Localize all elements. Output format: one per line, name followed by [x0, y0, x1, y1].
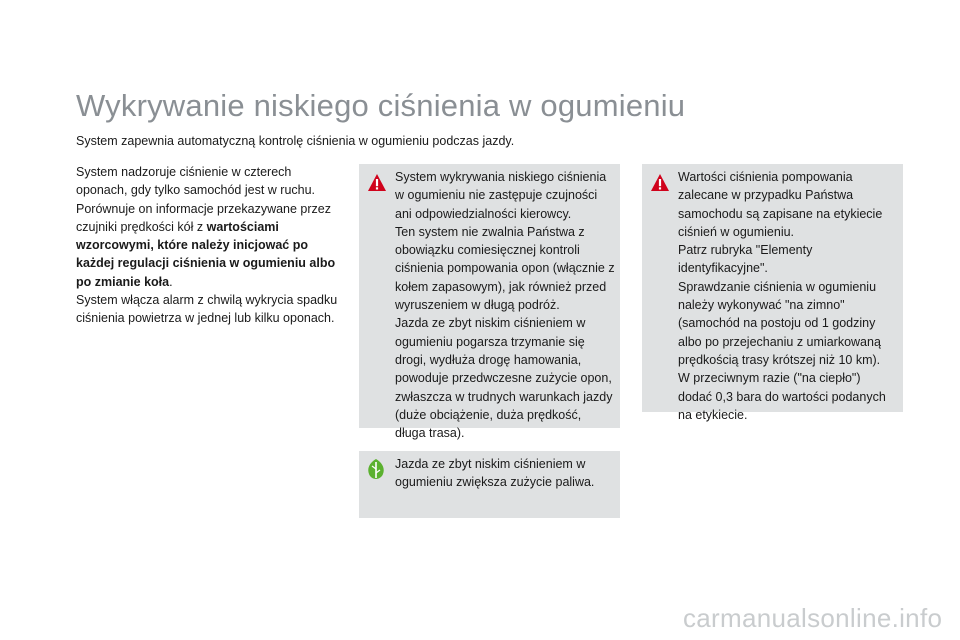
eco-leaf-icon: [366, 458, 386, 480]
warning-box-2-paragraph-2: Patrz rubryka "Elementy identyfikacyjne".: [678, 243, 813, 276]
warning-box-pressure-values: [642, 164, 903, 422]
intro-text: System zapewnia automatyczną kontrolę ciśnienia w ogumieniu podczas jazdy.: [76, 134, 515, 148]
eco-tip-box: [359, 451, 620, 518]
warning-box-1-paragraph-2: Ten system nie zwalnia Państwa z obowiązku comiesięcznej kontroli ciśnienia pompowania opon (włącznie z kołem zapasowym), jak również przed wyruszeniem w długą podróż.: [395, 224, 615, 313]
warning-exclamation-icon: [367, 173, 387, 193]
description-column: [76, 163, 346, 328]
description-paragraph-3: System włącza alarm z chwilą wykrycia spadku ciśnienia powietrza w jednej lub kilku oponach.: [76, 293, 338, 326]
description-bold-text: wartościami wzorcowymi, które należy inicjować po każdej regulacji ciśnienia w ogumieniu albo po zmianie koła: [76, 219, 336, 289]
description-text: Porównuje on informacje przekazywane przez czujniki prędkości kół z: [76, 201, 331, 234]
eco-box-text: [395, 455, 615, 492]
eco-box-paragraph: Jazda ze zbyt niskim ciśnieniem w ogumieniu zwiększa zużycie paliwa.: [395, 457, 595, 490]
description-paragraph-2: [76, 200, 346, 291]
warning-box-driver-responsibility: [359, 164, 620, 441]
watermark: carmanualsonline.info: [683, 603, 943, 633]
warning-box-2-paragraph-3: Sprawdzanie ciśnienia w ogumieniu należy wykonywać "na zimno" (samochód na postoju od 1 godziny albo po przejechaniu z umiarkowaną prędkością trasy krótszej niż 10 km).: [678, 279, 881, 367]
warning-exclamation-icon: [650, 173, 670, 193]
warning-box-1-paragraph-1: System wykrywania niskiego ciśnienia w ogumieniu nie zastępuje czujności ani odpowiedzialności kierowcy.: [395, 170, 607, 221]
page-title: Wykrywanie niskiego ciśnienia w ogumieniu: [76, 88, 686, 123]
warning-box-1-paragraph-3: Jazda ze zbyt niskim ciśnieniem w ogumieniu pogarsza trzymanie się drogi, wydłuża drogę hamowania, powoduje przedwczesne zużycie opon, zwłaszcza w trudnych warunkach jazdy (duże obciążenie, duża prędkość, długa trasa).: [395, 316, 613, 441]
warning-box-1-text: [395, 168, 615, 442]
warning-box-2-paragraph-1: Wartości ciśnienia pompowania zalecane w przypadku Państwa samochodu są zapisane na etykiecie ciśnień w ogumieniu.: [678, 170, 883, 239]
warning-box-2-text: [678, 168, 898, 424]
description-paragraph-1: System nadzoruje ciśnienie w czterech oponach, gdy tylko samochód jest w ruchu.: [76, 165, 316, 198]
warning-box-2-paragraph-4: W przeciwnym razie ("na ciepło") dodać 0,3 bara do wartości podanych na etykiecie.: [678, 371, 886, 422]
description-text-end: .: [169, 274, 173, 289]
